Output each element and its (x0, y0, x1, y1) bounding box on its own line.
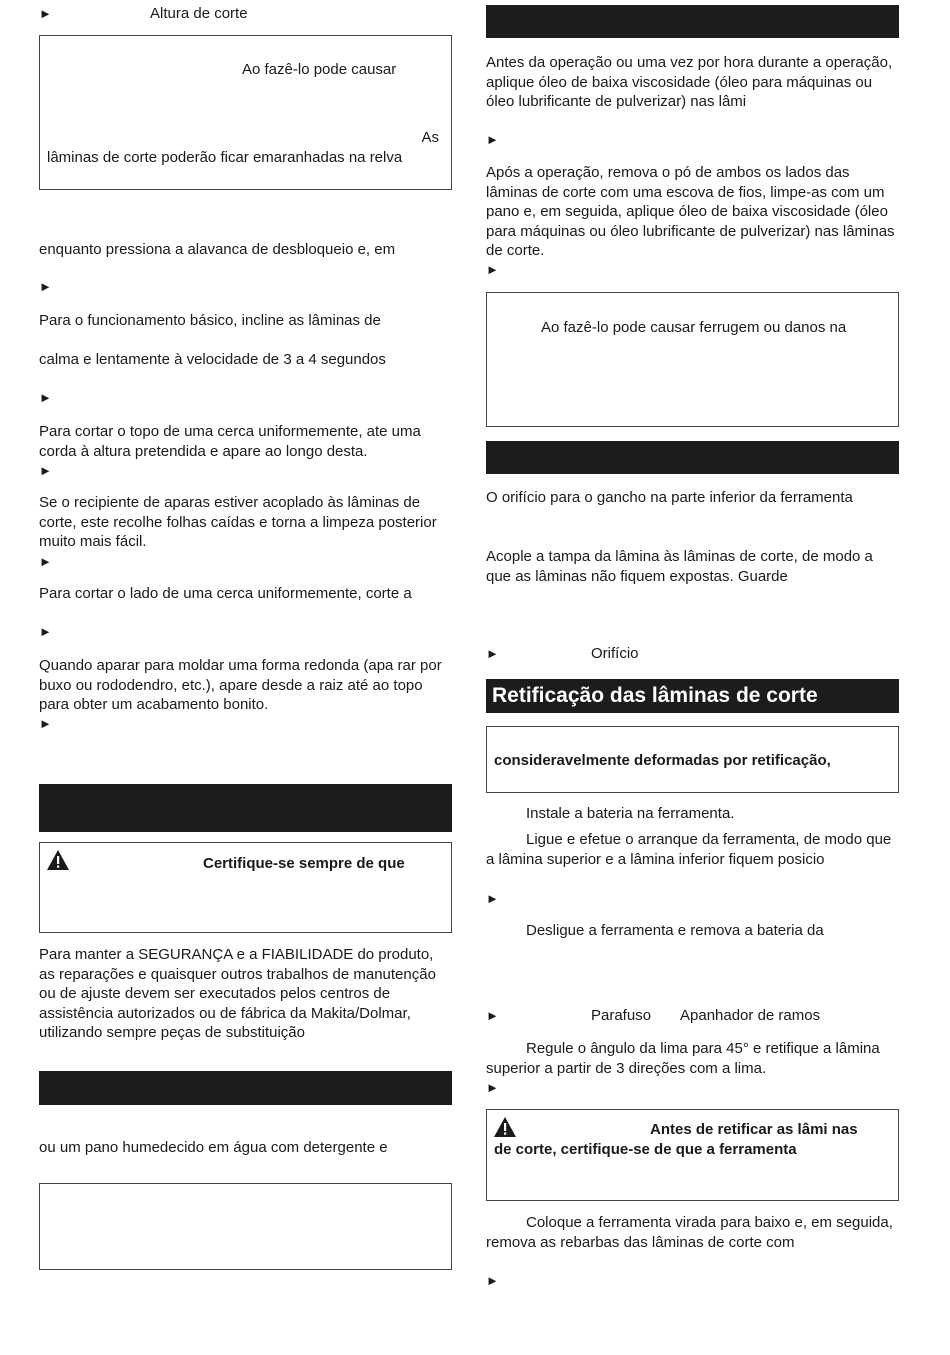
figure-arrow: ► (486, 1080, 499, 1095)
step-install-battery: Instale a bateria na ferramenta. (526, 805, 735, 822)
notice-line: Ao fazê-lo pode causar (242, 61, 397, 78)
warning-triangle-icon (46, 849, 70, 871)
step-start-tool: Ligue e efetue o arranque da ferramenta, de modo que a lâmina superior e a lâmina inferior fiquem posicio (486, 831, 892, 868)
notice-box (486, 292, 899, 427)
caution-text: Antes de retificar as lâmi nas de corte, certifique-se de que a ferramenta (494, 1121, 858, 1158)
figure-arrow: ► (486, 891, 499, 906)
caution-box (486, 1109, 899, 1201)
paragraph-blade-cover: Acople a tampa da lâmina às lâminas de corte, de modo a que as lâminas não fiquem expostas. Guarde (486, 548, 873, 585)
heading-sharpening: Retificação das lâminas de corte (486, 679, 899, 713)
figure-caption-screw: Parafuso (591, 1007, 652, 1024)
paragraph-round-shape: Quando aparar para moldar uma forma redonda (apa rar por buxo ou rododendro, etc.), apare desde a raiz até ao topo para obter um acabamento bonito. (39, 657, 442, 713)
paragraph-basic-operation-1: Para o funcionamento básico, incline as lâminas de (39, 312, 381, 329)
notice-box (39, 35, 452, 190)
section-heading-bar (486, 441, 899, 474)
section-heading-bar (39, 784, 452, 832)
paragraph-top-hedge: Para cortar o topo de uma cerca uniformemente, ate uma corda à altura pretendida e apare ao longo desta. (39, 423, 421, 460)
notice-line: lâminas de corte poderão ficar emaranhadas na relva (47, 149, 403, 166)
notice-box (39, 1183, 452, 1270)
figure-arrow: ► (486, 1273, 499, 1288)
section-heading-bar (486, 5, 899, 38)
figure-arrow: ► (39, 624, 52, 639)
step-switch-off: Desligue a ferramenta e remova a bateria da (526, 922, 824, 939)
section-heading-bar (39, 1071, 452, 1105)
figure-arrow: ► (39, 6, 52, 21)
paragraph-safety: Para manter a SEGURANÇA e a FIABILIDADE do produto, as reparações e quaisquer outros trabalhos de manutenção ou de ajuste devem ser executados pelos centros de assistência autorizados ou de fábrica da Makita/Dolmar, utilizando sempre peças de substituição (39, 946, 436, 1041)
paragraph-cloth: ou um pano humedecido em água com detergente e (39, 1139, 388, 1156)
paragraph-basic-operation-2: calma e lentamente à velocidade de 3 a 4 segundos (39, 351, 386, 368)
caution-box (39, 842, 452, 933)
step-file-angle: Regule o ângulo da lima para 45° e retifique a lâmina superior a partir de 3 direções com a lima. (486, 1040, 880, 1077)
notice-box (486, 726, 899, 793)
figure-arrow: ► (39, 463, 52, 478)
paragraph-oil-before: Antes da operação ou uma vez por hora durante a operação, aplique óleo de baixa viscosidade (óleo para máquinas ou óleo lubrificante de pulverizar) nas lâmi (486, 54, 893, 110)
figure-arrow: ► (39, 279, 52, 294)
notice-text: Ao fazê-lo pode causar ferrugem ou danos na (541, 319, 847, 336)
figure-arrow: ► (486, 132, 499, 147)
paragraph-side-hedge: Para cortar o lado de uma cerca uniformemente, corte a (39, 585, 412, 602)
paragraph-hook-hole: O orifício para o gancho na parte inferior da ferramenta (486, 489, 853, 506)
figure-caption-cutting-height: Altura de corte (150, 5, 248, 22)
figure-arrow: ► (39, 716, 52, 731)
figure-arrow: ► (486, 1008, 499, 1023)
step-remove-burrs: Coloque a ferramenta virada para baixo e, em seguida, remova as rebarbas das lâminas de corte com (486, 1214, 893, 1251)
figure-arrow: ► (486, 262, 499, 277)
caution-text: Certifique-se sempre de que (203, 855, 405, 872)
figure-caption-hole: Orifício (591, 645, 639, 662)
figure-arrow: ► (39, 554, 52, 569)
figure-caption-branch-catcher: Apanhador de ramos (680, 1007, 821, 1024)
paragraph-release-lever: enquanto pressiona a alavanca de desbloqueio e, em (39, 241, 396, 258)
figure-arrow: ► (39, 390, 52, 405)
paragraph-receptacle: Se o recipiente de aparas estiver acoplado às lâminas de corte, este recolhe folhas caídas e torna a limpeza posterior muito mais fácil. (39, 494, 437, 550)
notice-line: As (421, 129, 439, 146)
notice-text: consideravelmente deformadas por retificação, (494, 752, 831, 769)
paragraph-oil-after: Após a operação, remova o pó de ambos os lados das lâminas de corte com uma escova de fios, limpe-as com um pano e, em seguida, aplique óleo de baixa viscosidade (óleo para máquinas ou óleo lubrificante de pulverizar) nas lâminas de corte. (486, 164, 895, 259)
figure-arrow: ► (486, 646, 499, 661)
